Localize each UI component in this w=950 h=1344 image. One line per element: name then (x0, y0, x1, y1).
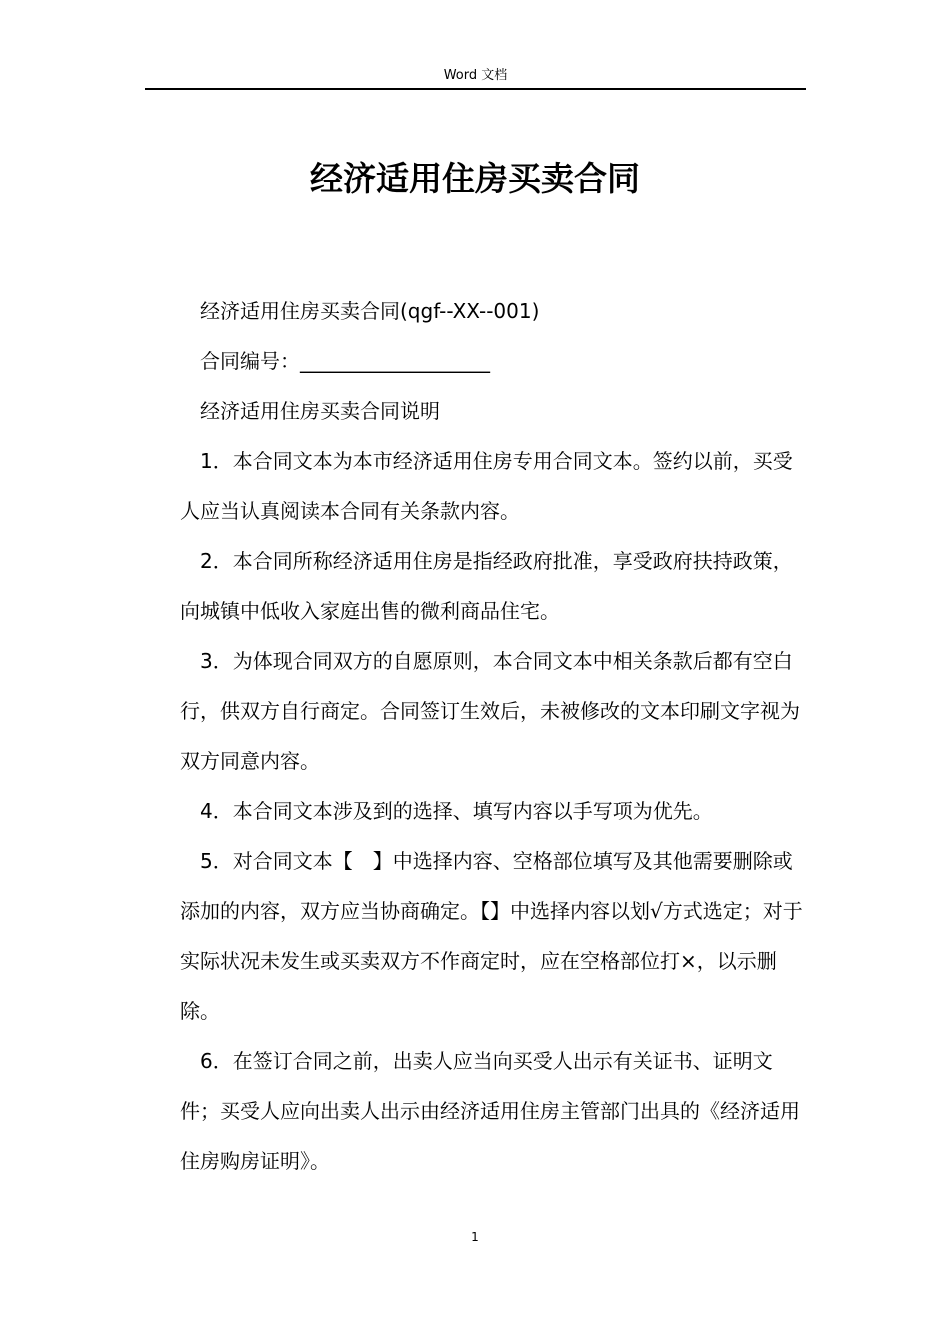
paragraph-item-3: 3．为体现合同双方的自愿原则，本合同文本中相关条款后都有空白行，供双方自行商定。合同签订生效后，未被修改的文本印刷文字视为双方同意内容。 (180, 649, 800, 773)
paragraph-contract-number: 合同编号：___________________ (200, 349, 490, 373)
paragraph-item-1: 1．本合同文本为本市经济适用住房专用合同文本。签约以前，买受人应当认真阅读本合同有关条款内容。 (180, 449, 793, 523)
header-divider (145, 88, 806, 90)
page-number: 1 (471, 1230, 479, 1244)
paragraph-instructions-heading: 经济适用住房买卖合同说明 (200, 399, 440, 423)
paragraph-item-4: 4．本合同文本涉及到的选择、填写内容以手写项为优先。 (200, 799, 713, 823)
document-title: 经济适用住房买卖合同 (310, 159, 640, 198)
page-header: Word 文档 (443, 68, 508, 83)
paragraph-item-5: 5．对合同文本【 】中选择内容、空格部位填写及其他需要删除或添加的内容，双方应当协商确定。【】中选择内容以划√方式选定；对于实际状况未发生或买卖双方不作商定时，应在空格部位打×，以示删除。 (180, 849, 803, 1023)
document-body (180, 286, 803, 1186)
paragraph-item-6: 6．在签订合同之前，出卖人应当向买受人出示有关证书、证明文件；买受人应向出卖人出示由经济适用住房主管部门出具的《经济适用住房购房证明》。 (180, 1049, 800, 1173)
paragraph-contract-name: 经济适用住房买卖合同(qgf--XX--001) (200, 299, 540, 323)
paragraph-item-2: 2．本合同所称经济适用住房是指经政府批准，享受政府扶持政策，向城镇中低收入家庭出售的微利商品住宅。 (180, 549, 793, 623)
